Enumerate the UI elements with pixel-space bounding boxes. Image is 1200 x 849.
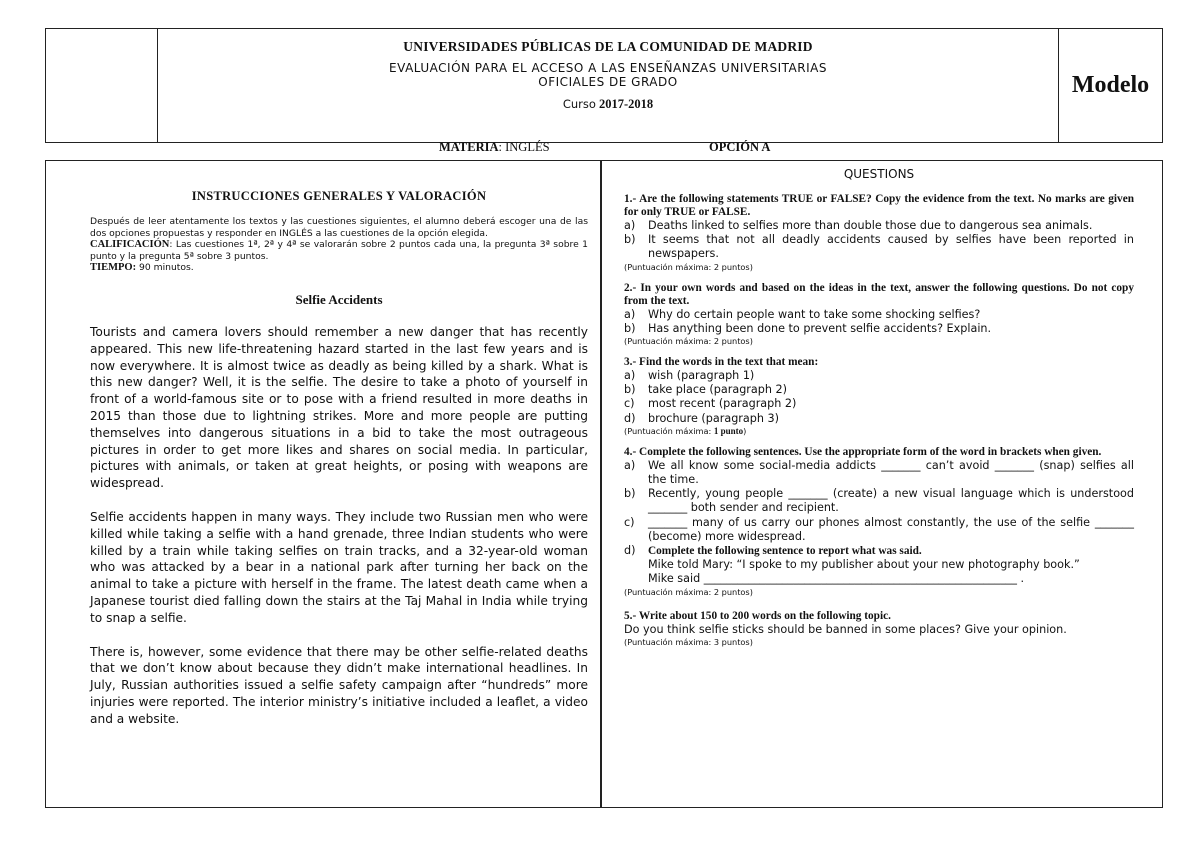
points-note	[624, 336, 1134, 347]
exam-header	[45, 28, 1163, 154]
item-text: take place (paragraph 2)	[648, 383, 787, 397]
questions-heading: QUESTIONS	[843, 167, 915, 181]
question-2	[624, 282, 1134, 347]
instructions-body	[90, 216, 588, 274]
list-item	[624, 308, 1134, 322]
evaluation-line-2: OFICIALES DE GRADO	[538, 75, 678, 89]
points-suffix: )	[749, 636, 753, 647]
item-letter: b)	[624, 487, 636, 501]
instructions-heading: INSTRUCCIONES GENERALES Y VALORACIÓN	[191, 189, 487, 203]
item-text: Complete the following sentence to report what was said.	[648, 545, 922, 558]
subject-label: MATERIA	[439, 140, 499, 154]
item-text: _______ many of us carry our phones almost constantly, the use of the selfie _______ (become) more widespread.	[648, 515, 1134, 543]
question-1	[624, 193, 1134, 273]
item-text: brochure (paragraph 3)	[648, 411, 779, 425]
question-5-prompt: Do you think selfie sticks should be banned in some places? Give your opinion.	[624, 622, 1067, 636]
list-item	[624, 516, 1134, 544]
points-prefix: (Puntuación máxima:	[624, 636, 714, 647]
item-letter: b)	[624, 233, 636, 247]
points-value: 3 puntos	[713, 636, 750, 647]
item-text: It seems that not all deadly accidents caused by selfies have been reported in newspapers.	[648, 233, 1134, 261]
article-title: Selfie Accidents	[295, 291, 383, 307]
item-letter: a)	[624, 458, 636, 472]
question-5	[624, 610, 1134, 648]
university-name: UNIVERSIDADES PÚBLICAS DE LA COMUNIDAD DE MADRID	[403, 39, 813, 54]
question-5-text: 5.- Write about 150 to 200 words on the following topic.	[624, 609, 891, 622]
option-label: OPCIÓN A	[709, 140, 771, 154]
instructions-intro: Después de leer atentamente los textos y las cuestiones siguientes, el alumno deberá escoger una de las dos opciones propuestas y responder en INGLÉS a las cuestiones de la opción elegida.	[90, 216, 588, 239]
question-3-text: 3.- Find the words in the text that mean:	[624, 356, 819, 369]
header-left-cell	[46, 29, 158, 142]
subject	[439, 140, 550, 155]
grading-text: : Las cuestiones 1ª, 2ª y 4ª se valorarán sobre 2 puntos cada una, la pregunta 3ª sobre 1 punto y la pregunta 5ª sobre 3 puntos.	[90, 239, 588, 262]
item-text: wish (paragraph 1)	[648, 369, 755, 383]
points-note	[624, 262, 1134, 273]
points-value: 1 punto	[713, 425, 744, 436]
list-item	[624, 233, 1134, 261]
points-value: 2 puntos	[713, 586, 750, 597]
item-text: most recent (paragraph 2)	[648, 397, 797, 411]
course-label: Curso	[562, 97, 596, 111]
item-letter: c)	[624, 397, 635, 411]
item-letter: b)	[624, 321, 636, 335]
points-value: 2 puntos	[713, 336, 750, 347]
item-letter: d)	[624, 544, 636, 558]
item-letter: a)	[624, 307, 636, 321]
course-value: 2017-2018	[599, 97, 654, 111]
list-item	[624, 322, 1134, 336]
item-text: Why do certain people want to take some shocking selfies?	[648, 307, 981, 321]
points-note	[624, 637, 1134, 648]
item-text: We all know some social-media addicts _______ can’t avoid _______ (snap) selfies all the time.	[648, 458, 1134, 487]
item-letter: a)	[624, 369, 636, 383]
grading-label: CALIFICACIÓN	[90, 239, 170, 251]
left-column	[45, 160, 601, 808]
points-note	[624, 587, 1134, 598]
reported-speech-quote: Mike told Mary: “I spoke to my publisher about your new photography book.”	[648, 558, 1080, 572]
question-1-text: 1.- Are the following statements TRUE or FALSE? Copy the evidence from the text. No marks are given for only TRUE or FALSE.	[624, 193, 1134, 218]
list-item	[624, 544, 1134, 558]
header-center-cell	[158, 29, 1058, 154]
item-letter: a)	[624, 219, 636, 232]
list-item	[624, 219, 1134, 233]
item-text: Has anything been done to prevent selfie accidents? Explain.	[648, 321, 992, 335]
list-item	[624, 397, 1134, 411]
points-prefix: (Puntuación máxima:	[624, 586, 714, 597]
list-item	[624, 383, 1134, 397]
question-2-text: 2.- In your own words and based on the ideas in the text, answer the following questions. Do not copy from the text.	[624, 281, 1134, 307]
question-4	[624, 446, 1134, 598]
points-prefix: (Puntuación máxima:	[624, 336, 714, 347]
modelo-label: Modelo	[1058, 29, 1162, 142]
reported-speech-answer-line: Mike said ________________________________________________________ .	[648, 572, 1025, 586]
item-text: Recently, young people _______ (create) a new visual language which is understood _______ both sender and recipient.	[648, 487, 1134, 515]
time-label: TIEMPO:	[90, 262, 137, 274]
article-paragraph-3: There is, however, some evidence that there may be other selfie-related deaths that we don’t know about because they didn’t make international headlines. In July, Russian authorities issued a selfie safety campaign after “hundreds” more injuries were reported. The interior ministry’s initiative included a leaflet, a video and a website.	[90, 644, 588, 726]
evaluation-line-1: EVALUACIÓN PARA EL ACCESO A LAS ENSEÑANZAS UNIVERSITARIAS	[389, 61, 827, 75]
list-item	[624, 459, 1134, 487]
item-letter: c)	[624, 515, 635, 529]
question-3	[624, 356, 1134, 437]
course	[158, 97, 1058, 112]
question-4-text: 4.- Complete the following sentences. Use the appropriate form of the word in brackets when given.	[624, 445, 1102, 458]
list-item	[624, 369, 1134, 383]
article-paragraph-1: Tourists and camera lovers should remember a new danger that has recently appeared. This new life-threatening hazard started in the last few years and is now everywhere. It is almost twice as deadly as being killed by a shark. What is this new danger? Well, it is the selfie. The desire to take a photo of yourself in front of a world-famous site or to pose with a friend resulted in more deaths in 2015 than those due to lightning strikes. More and more people are putting themselves into dangerous situations in a bid to take the most outrageous pictures in order to get more likes and shares on social media. In particular, pictures with animals, or taken at great heights, or posing with weapons are widespread.	[90, 324, 588, 491]
article-paragraph-2: Selfie accidents happen in many ways. They include two Russian men who were killed while taking a selfie with a hand grenade, three Indian students who were killed by a train while taking selfies on train tracks, and a 32-year-old woman who was attacked by a bear in a national park after turning her back on the animal to take a picture with herself in the frame. The latest death came when a Japanese tourist died falling down the stairs at the Taj Mahal in India while trying to snap a selfie.	[90, 509, 588, 625]
points-suffix: )	[749, 261, 753, 272]
time-text: 90 minutos.	[136, 262, 194, 274]
points-suffix: )	[749, 586, 753, 597]
points-value: 2 puntos	[713, 261, 750, 272]
list-item	[624, 487, 1134, 515]
points-prefix: (Puntuación máxima:	[624, 261, 714, 272]
item-text: Deaths linked to selfies more than double those due to dangerous sea animals.	[648, 219, 1093, 232]
subject-value: : INGLÉS	[498, 140, 550, 154]
item-letter: b)	[624, 383, 636, 397]
points-suffix: )	[743, 425, 747, 436]
points-prefix: (Puntuación máxima:	[624, 425, 714, 436]
points-suffix: )	[749, 336, 753, 347]
right-column	[601, 160, 1163, 808]
points-note	[624, 426, 1134, 437]
list-item	[624, 412, 1134, 426]
item-letter: d)	[624, 411, 636, 425]
